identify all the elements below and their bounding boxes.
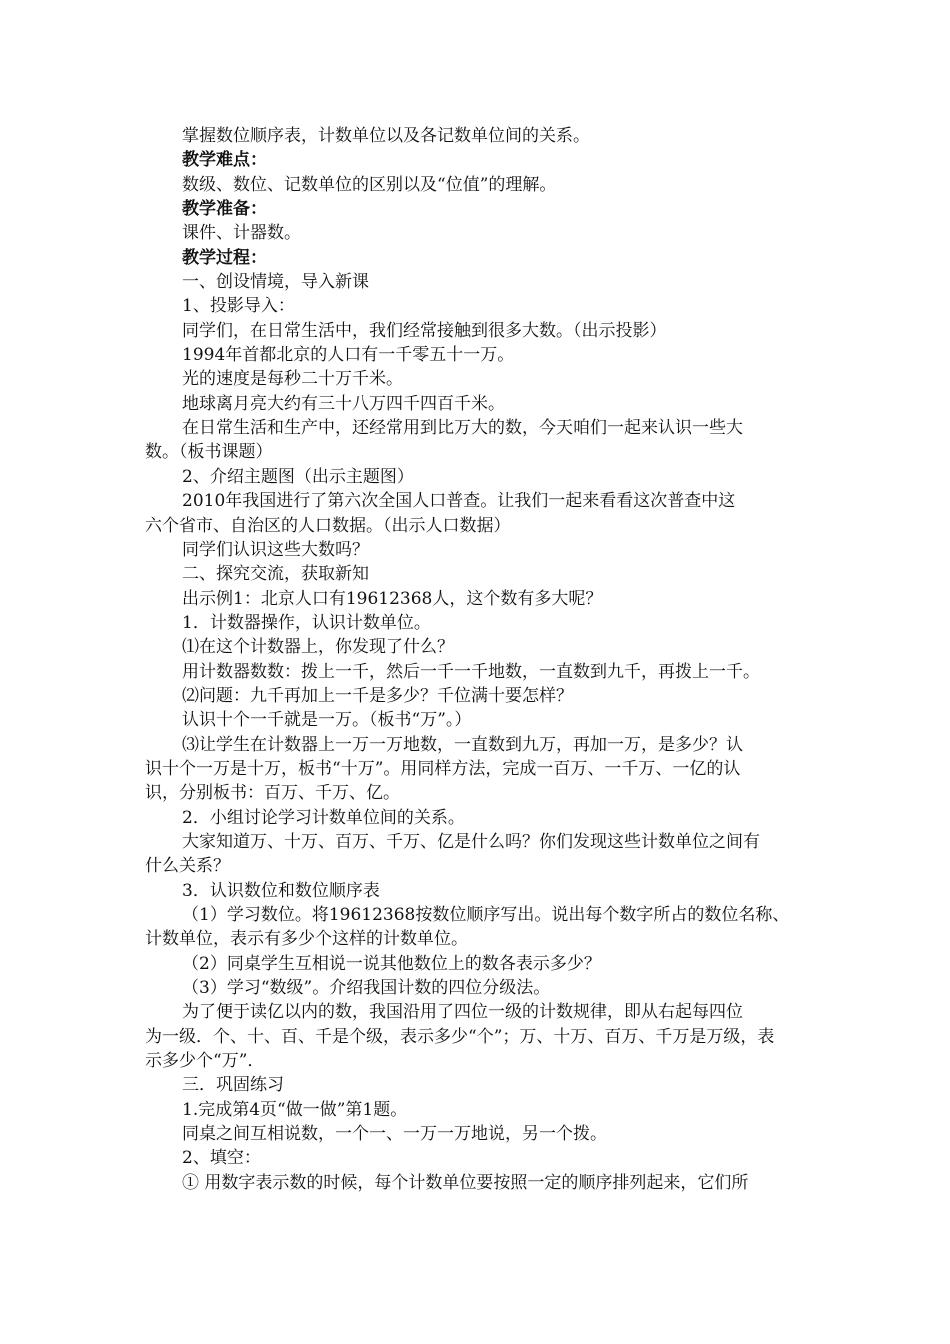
text-line: 数。（板书课题）: [145, 442, 273, 463]
text-line: 2、介绍主题图（出示主题图）: [182, 466, 414, 487]
text-line: 同学们认识这些大数吗？: [182, 539, 369, 560]
text-line: 2、填空：: [182, 1148, 261, 1169]
text-line: 三．巩固练习: [182, 1075, 284, 1096]
text-line: 3．认识数位和数位顺序表: [182, 880, 380, 901]
text-line: 为一级．个、十、百、千是个级，表示多少“个”；万、十万、百万、千万是万级，表: [145, 1026, 775, 1047]
text-line: 示多少个“万”．: [145, 1051, 265, 1072]
text-line: ⑴在这个计数器上，你发现了什么？: [182, 637, 454, 658]
text-line: 1、投影导入：: [182, 296, 295, 317]
text-line: 地球离月亮大约有三十八万四千四百千米。: [182, 393, 505, 414]
text-line: 六个省市、自治区的人口数据。（出示人口数据）: [145, 515, 511, 536]
text-line: 二、探究交流，获取新知: [182, 564, 369, 585]
text-line: ① 用数字表示数的时候，每个计数单位要按照一定的顺序排列起来，它们所: [182, 1172, 749, 1193]
text-line: 为了便于读亿以内的数，我国沿用了四位一级的计数规律，即从右起每四位: [182, 1002, 743, 1023]
document-body: [145, 124, 803, 1195]
text-line: 同学们，在日常生活中，我们经常接触到很多大数。（出示投影）: [182, 320, 667, 341]
text-line: 1994年首都北京的人口有一千零五十一万。: [182, 345, 515, 366]
text-line: 计数单位，表示有多少个这样的计数单位。: [145, 929, 468, 950]
text-line: 识十个一万是十万，板书“十万”。用同样方法，完成一百万、一千万、一亿的认: [145, 758, 741, 779]
text-line: 2010年我国进行了第六次全国人口普查。让我们一起来看看这次普查中这: [182, 491, 736, 512]
section-heading: 教学准备：: [182, 199, 267, 220]
text-line: 认识十个一千就是一万。（板书“万”。）: [182, 710, 472, 731]
text-line: 在日常生活和生产中，还经常用到比万大的数，今天咱们一起来认识一些大: [182, 418, 743, 439]
section-heading: 教学难点：: [182, 150, 267, 171]
section-heading: 教学过程：: [182, 247, 267, 268]
text-line: （2）同桌学生互相说一说其他数位上的数各表示多少？: [182, 953, 601, 974]
text-line: 课件、计器数。: [182, 223, 301, 244]
text-line: 一、创设情境，导入新课: [182, 272, 369, 293]
text-line: 掌握数位顺序表，计数单位以及各记数单位间的关系。: [182, 126, 590, 146]
text-line: 1．计数器操作，认识计数单位。: [182, 612, 431, 633]
text-line: （1）学习数位。将19612368按数位顺序写出。说出每个数字所占的数位名称、: [182, 905, 790, 925]
text-line: ⑵问题：九千再加上一千是多少？千位满十要怎样？: [182, 685, 573, 706]
text-line: 同桌之间互相说数，一个一、一万一万地说，另一个拨。: [182, 1124, 607, 1145]
text-line: 1.完成第4页“做一做”第1题。: [182, 1099, 408, 1120]
text-line: 大家知道万、十万、百万、千万、亿是什么吗？你们发现这些计数单位之间有: [182, 831, 760, 852]
text-line: 2．小组讨论学习计数单位间的关系。: [182, 807, 465, 828]
text-line: （3）学习“数级”。介绍我国计数的四位分级法。: [182, 978, 551, 999]
text-line: ⑶让学生在计数器上一万一万地数，一直数到九万，再加一万，是多少？认: [182, 734, 743, 755]
text-line: 光的速度是每秒二十万千米。: [182, 369, 403, 390]
text-line: 什么关系？: [145, 856, 230, 877]
text-line: 数级、数位、记数单位的区别以及“位值”的理解。: [182, 174, 557, 195]
text-line: 出示例1：北京人口有19612368人，这个数有多大呢？: [182, 588, 603, 609]
text-line: 用计数器数数：拨上一千，然后一千一千地数，一直数到九千，再拨上一千。: [182, 661, 760, 682]
text-line: 识，分别板书：百万、千万、亿。: [145, 783, 400, 804]
